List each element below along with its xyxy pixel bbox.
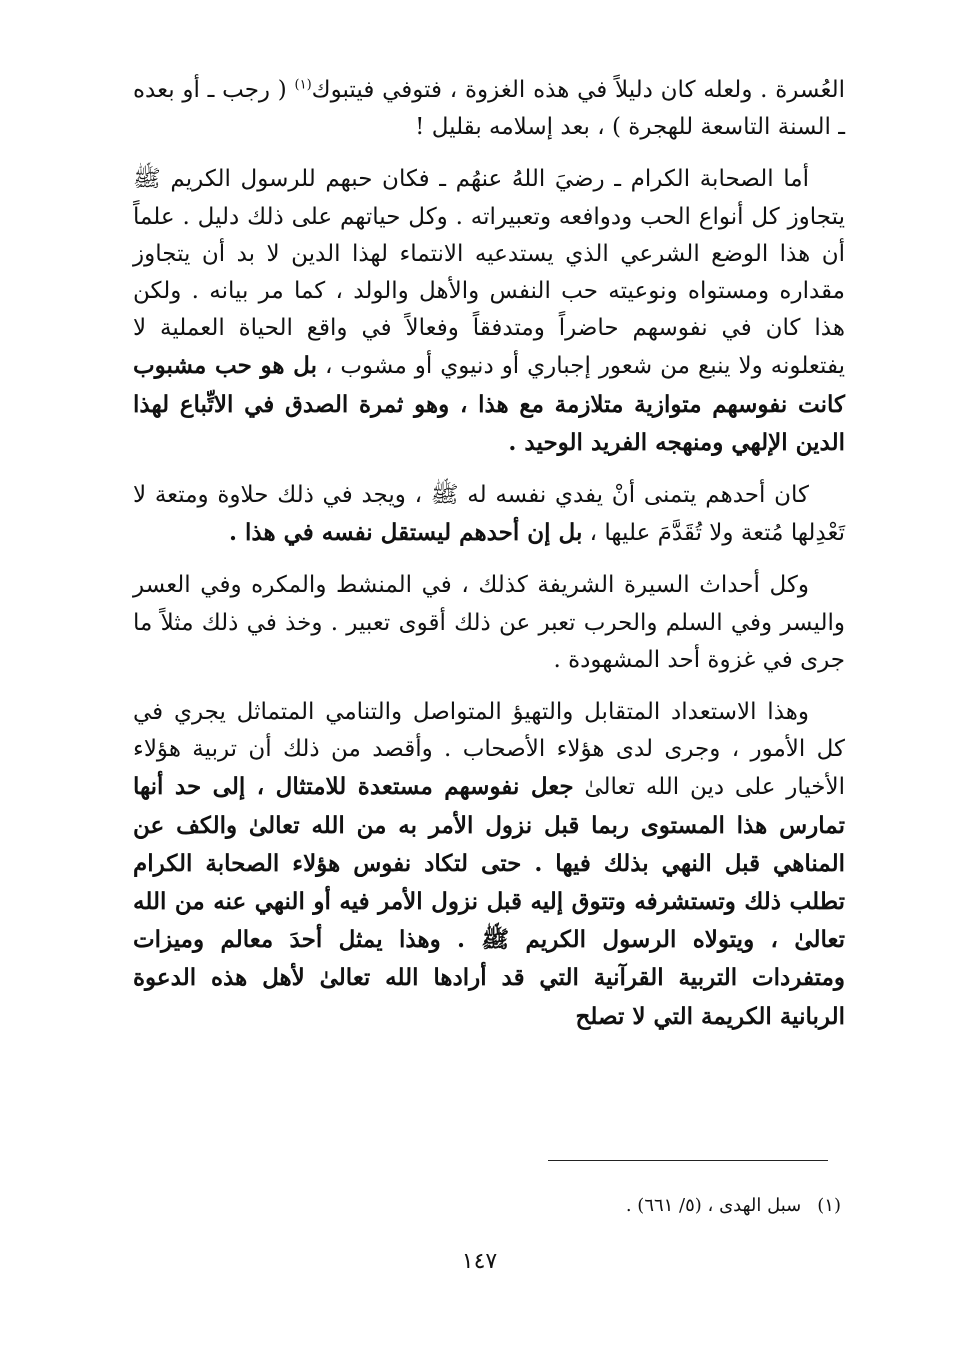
paragraph-2-text-bold: بل هو حب مشبوب كانت نفوسهم متوازية متلازمة مع هذا ، وهو ثمرة الصدق في الاتِّباع لهذا الدين الإلهي ومنهجه الفريد الوحيد . (133, 352, 845, 456)
paragraph-2-text-a: أما الصحابة الكرام ـ رضيَ اللهُ عنهُم ـ فكان حبهم للرسول الكريم ﷺ يتجاوز كل أنواع الحب ودوافعه وتعبيراته . وكل حياتهم على ذلك دليل . علماً أن هذا الوضع الشرعي الذي يستدعيه الانتماء لهذا الدين لا بد أن يتجاوز مقداره ومستواه ونوعيته حب النفس والأهل والولد ، كما مر بيانه . ولكن هذا كان في نفوسهم حاضراً ومتدفقاً وفعالاً في واقع الحياة العملية لا يفتعلونه ولا ينبع من شعور إجباري أو دنيوي أو مشوب ، (133, 166, 846, 380)
paragraph-5 (133, 694, 845, 1036)
footnote-marker: (١) (294, 77, 312, 93)
paragraph-1-text-b: ( رجب ـ أو بعده ـ السنة التاسعة للهجرة ) ، بعد إسلامه بقليل ! (133, 77, 845, 141)
paragraph-1 (133, 72, 845, 146)
paragraph-3 (133, 477, 845, 552)
page-body (133, 72, 845, 1051)
paragraph-3-text-a: كان أحدهم يتمنى أنْ يفدي نفسه له ﷺ ، ويجد في ذلك حلاوة ومتعة لا تَعْدِلها مُتعة ولا تُقَدَّمَ عليها ، (133, 482, 845, 547)
footnote-separator (548, 1160, 828, 1161)
paragraph-5-text-bold: جعل نفوسهم مستعدة للامتثال ، إلى حد أنها تمارس هذا المستوى ربما قبل نزول الأمر به من الله تعالىٰ والكف عن المناهي قبل النهي بذلك فيها . حتى لتكاد نفوس هؤلاء الصحابة الكرام تطلب ذلك وتستشرفه وتتوق إليه قبل نزول الأمر فيه أو النهي عنه من الله تعالىٰ ، ويتولاه الرسول الكريم ﷺ . وهذا يمثل أحدَ معالم وميزات ومتفردات التربية القرآنية التي قد أرادها الله تعالىٰ لأهل هذه الدعوة الربانية الكريمة التي لا تصلح (133, 773, 845, 1030)
page-number: ١٤٧ (461, 1249, 498, 1274)
paragraph-2 (133, 161, 845, 462)
paragraph-4 (133, 567, 845, 679)
paragraph-4-text: وكل أحداث السيرة الشريفة كذلك ، في المنشط والمكره وفي العسر واليسر وفي السلم والحرب تعبر عن ذلك أقوى تعبير . وخذ في ذلك مثلاً ما جرى في غزوة أحد المشهودة . (133, 572, 845, 673)
paragraph-1-text-a: العُسرة . ولعله كان دليلاً في هذه الغزوة ، فتوفي فيتبوك (311, 77, 845, 103)
footnote-text: سبل الهدى ، (٥/ ٦٦١) . (625, 1195, 802, 1216)
paragraph-3-text-bold: بل إن أحدهم ليستقل نفسه في هذا . (228, 519, 583, 547)
footnote (626, 1194, 841, 1218)
footnote-number: (١) (817, 1195, 841, 1216)
paragraph-5-text-a: وهذا الاستعداد المتقابل والتهيؤ المتواصل والتنامي المتماثل يجري في كل الأمور ، وجرى لدى هؤلاء الأصحاب . وأقصد من ذلك أن تربية هؤلاء الأخيار على دين الله تعالىٰ (133, 699, 845, 801)
